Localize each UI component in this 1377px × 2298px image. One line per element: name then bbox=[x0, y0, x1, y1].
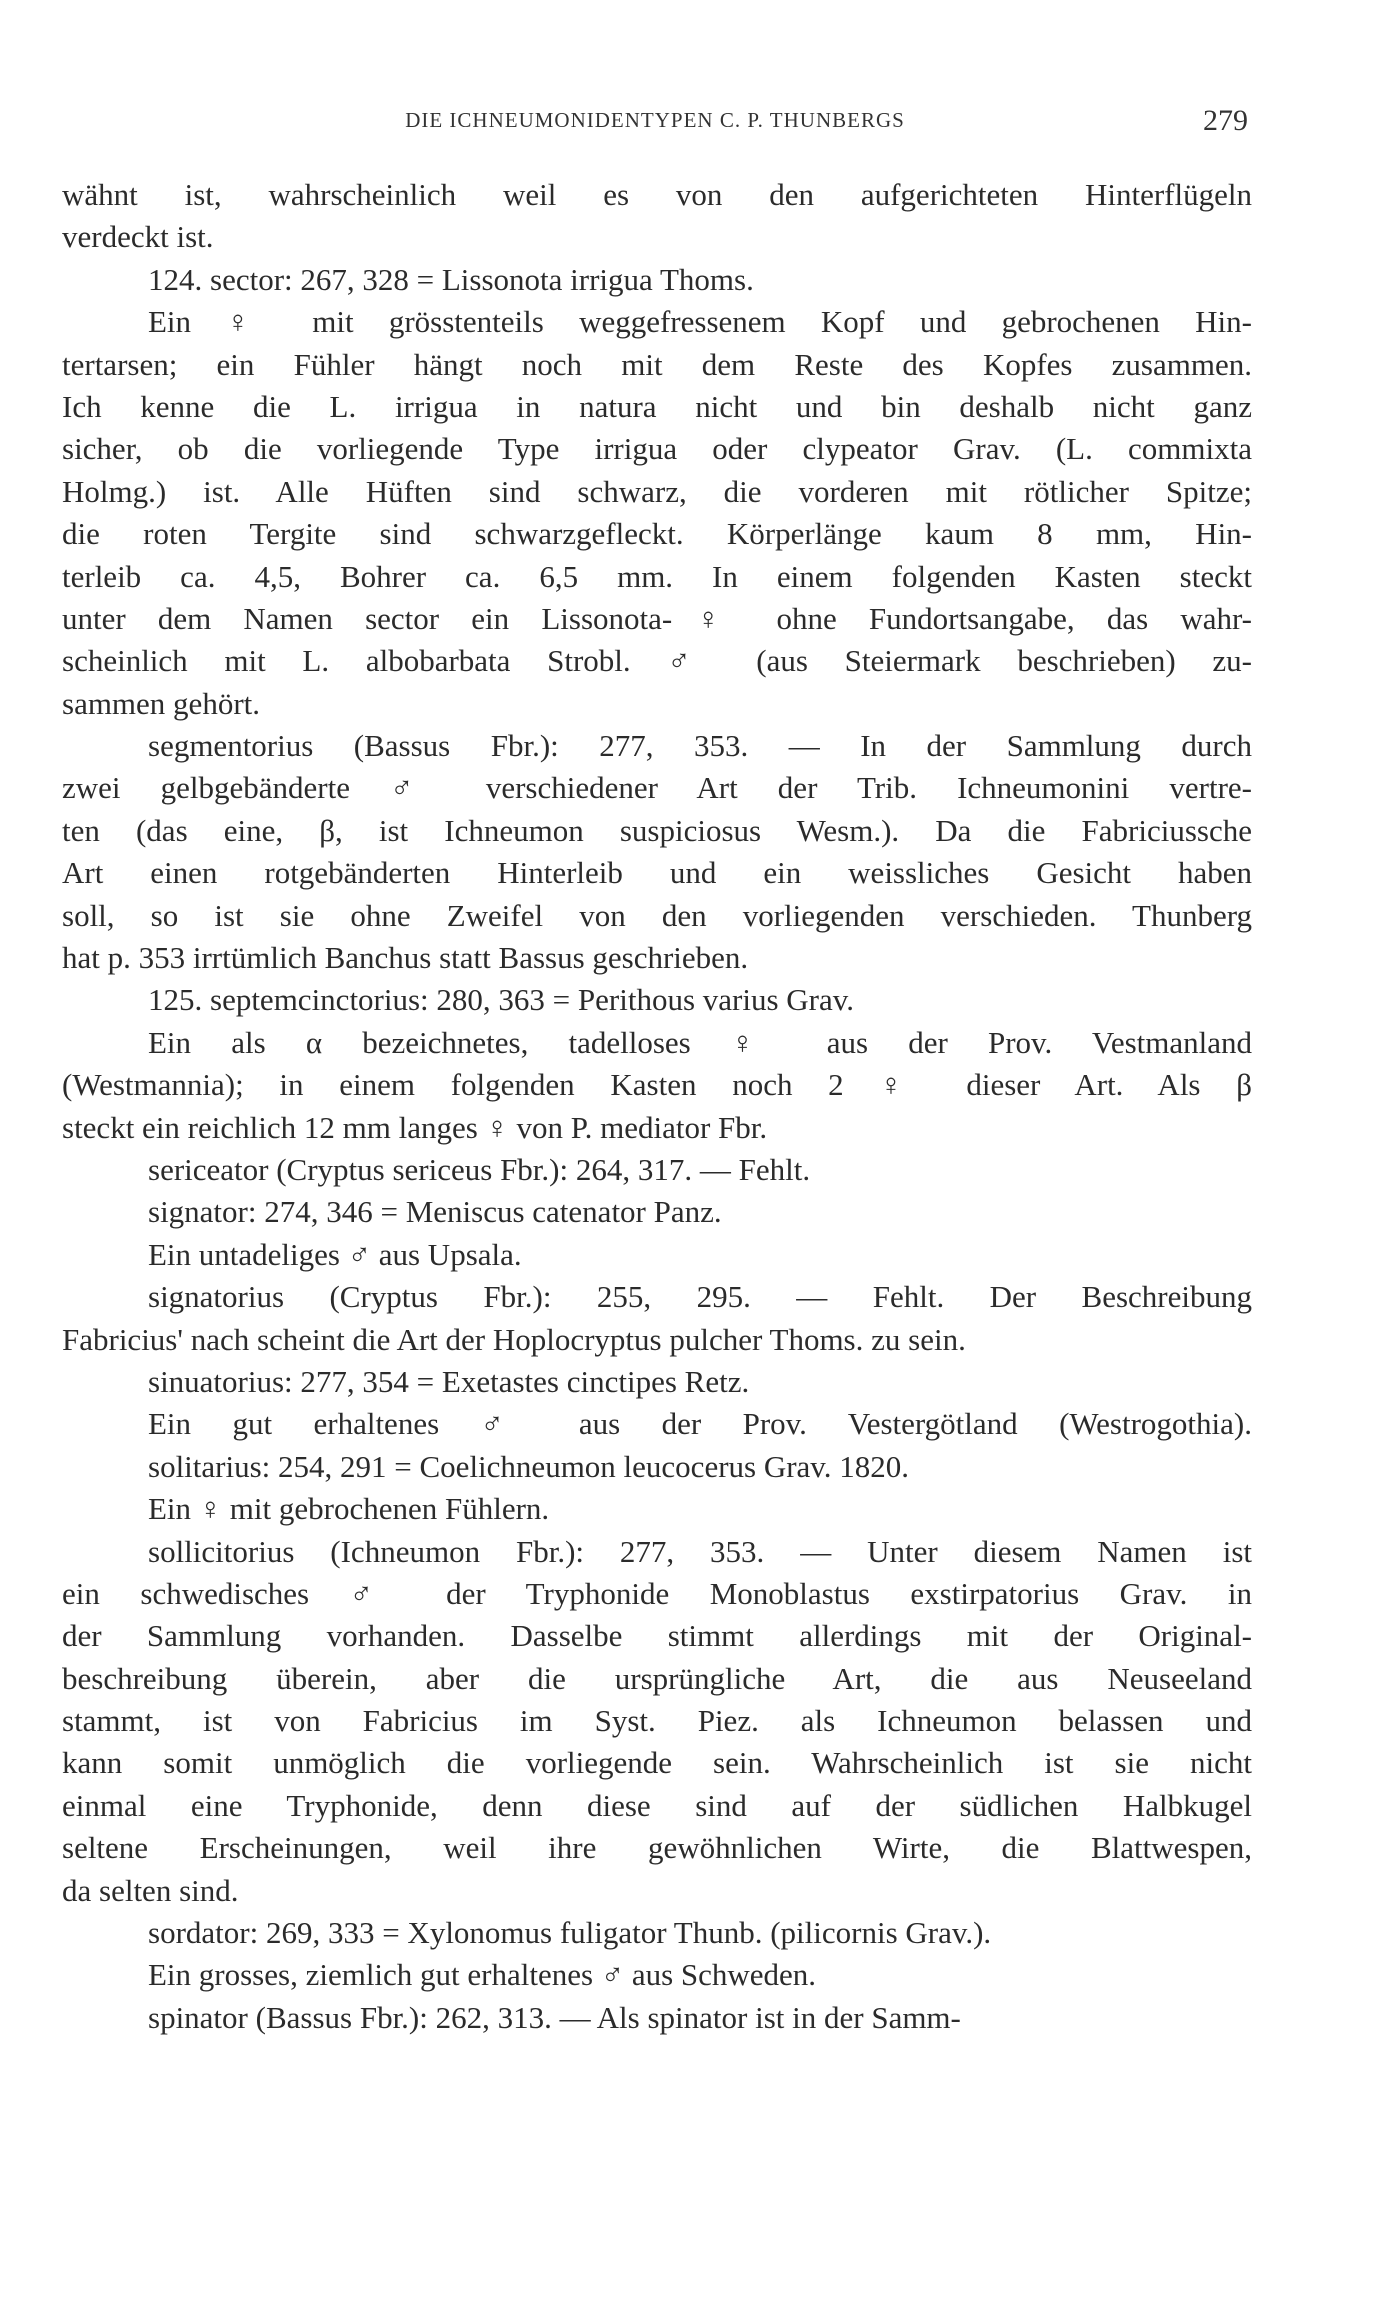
text-line: sordator: 269, 333 = Xylonomus fuligator Thunb. (pilicornis Grav.). bbox=[148, 1915, 992, 1951]
text-line: einmal eine Tryphonide, denn diese sind auf der südlichen Halbkugel bbox=[62, 1787, 1252, 1823]
text-line: der Sammlung vorhanden. Dasselbe stimmt allerdings mit der Original- bbox=[62, 1618, 1252, 1654]
text-line: 124. sector: 267, 328 = Lissonota irrigua Thoms. bbox=[148, 261, 754, 297]
text-line: steckt ein reichlich 12 mm langes ♀ von P. mediator Fbr. bbox=[62, 1109, 768, 1145]
text-line: unter dem Namen sector ein Lissonota-♀ ohne Fundortsangabe, das wahr- bbox=[62, 600, 1252, 636]
text-line: Ein ♀ mit gebrochenen Fühlern. bbox=[148, 1491, 550, 1527]
text-line: terleib ca. 4,5, Bohrer ca. 6,5 mm. In einem folgenden Kasten steckt bbox=[62, 558, 1252, 594]
text-line: Ein als α bezeichnetes, tadelloses ♀ aus der Prov. Vestmanland bbox=[148, 1024, 1252, 1060]
text-line: sericeator (Cryptus sericeus Fbr.): 264, 317. — Fehlt. bbox=[148, 1151, 811, 1187]
text-line: hat p. 353 irrtümlich Banchus statt Bassus geschrieben. bbox=[62, 940, 749, 976]
text-line: sollicitorius (Ichneumon Fbr.): 277, 353. — Unter diesem Namen ist bbox=[148, 1533, 1252, 1569]
text-line: zwei gelbgebänderte ♂ verschiedener Art der Trib. Ichneumonini vertre- bbox=[62, 770, 1252, 806]
text-line: segmentorius (Bassus Fbr.): 277, 353. — In der Sammlung durch bbox=[148, 728, 1252, 764]
text-line: da selten sind. bbox=[62, 1872, 239, 1908]
running-title: DIE ICHNEUMONIDENTYPEN C. P. THUNBERGS bbox=[405, 108, 905, 132]
text-line: die roten Tergite sind schwarzgefleckt. Körperlänge kaum 8 mm, Hin- bbox=[62, 516, 1252, 552]
text-line: ein schwedisches ♂ der Tryphonide Monoblastus exstirpatorius Grav. in bbox=[62, 1575, 1252, 1611]
text-line: signatorius (Cryptus Fbr.): 255, 295. — Fehlt. Der Beschreibung bbox=[148, 1279, 1252, 1315]
text-line: sinuatorius: 277, 354 = Exetastes cinctipes Retz. bbox=[148, 1363, 750, 1399]
text-line: Fabricius' nach scheint die Art der Hoplocryptus pulcher Thoms. zu sein. bbox=[62, 1321, 966, 1357]
text-line: Art einen rotgebänderten Hinterleib und ein weissliches Gesicht haben bbox=[62, 855, 1252, 891]
text-line: wähnt ist, wahrscheinlich weil es von den aufgerichteten Hinterflügeln bbox=[62, 177, 1252, 212]
text-line: stammt, ist von Fabricius im Syst. Piez. als Ichneumon belassen und bbox=[62, 1703, 1252, 1739]
page-number: 279 bbox=[1203, 104, 1248, 137]
text-line: 125. septemcinctorius: 280, 363 = Perithous varius Grav. bbox=[148, 982, 854, 1018]
text-line: tertarsen; ein Fühler hängt noch mit dem Reste des Kopfes zusammen. bbox=[62, 346, 1252, 382]
text-line: verdeckt ist. bbox=[62, 219, 214, 255]
text-line: Ein gut erhaltenes ♂ aus der Prov. Vestergötland (Westrogothia). bbox=[148, 1406, 1252, 1442]
text-line: Holmg.) ist. Alle Hüften sind schwarz, die vorderen mit rötlicher Spitze; bbox=[62, 473, 1252, 509]
text-line: beschreibung überein, aber die ursprüngliche Art, die aus Neuseeland bbox=[62, 1660, 1252, 1696]
text-line: solitarius: 254, 291 = Coelichneumon leucocerus Grav. 1820. bbox=[148, 1448, 910, 1484]
text-line: (Westmannia); in einem folgenden Kasten noch 2 ♀ dieser Art. Als β bbox=[62, 1067, 1252, 1103]
body-text bbox=[62, 174, 1252, 2039]
text-line: scheinlich mit L. albobarbata Strobl. ♂ (aus Steiermark beschrieben) zu- bbox=[62, 643, 1252, 679]
text-line: sammen gehört. bbox=[62, 685, 261, 721]
text-line: Ein ♀ mit grösstenteils weggefressenem Kopf und gebrochenen Hin- bbox=[148, 304, 1252, 340]
text-line: seltene Erscheinungen, weil ihre gewöhnlichen Wirte, die Blattwespen, bbox=[62, 1830, 1252, 1866]
running-head bbox=[62, 104, 1248, 144]
text-line: Ich kenne die L. irrigua in natura nicht und bin deshalb nicht ganz bbox=[62, 388, 1252, 424]
text-line: kann somit unmöglich die vorliegende sein. Wahrscheinlich ist sie nicht bbox=[62, 1745, 1252, 1781]
text-line: ten (das eine, β, ist Ichneumon suspiciosus Wesm.). Da die Fabriciussche bbox=[62, 812, 1252, 848]
text-line: signator: 274, 346 = Meniscus catenator Panz. bbox=[148, 1194, 722, 1230]
text-line: Ein grosses, ziemlich gut erhaltenes ♂ aus Schweden. bbox=[148, 1957, 817, 1993]
text-line: Ein untadeliges ♂ aus Upsala. bbox=[148, 1236, 522, 1272]
text-line: spinator (Bassus Fbr.): 262, 313. — Als spinator ist in der Samm- bbox=[148, 1999, 961, 2035]
text-line: sicher, ob die vorliegende Type irrigua oder clypeator Grav. (L. commixta bbox=[62, 431, 1252, 467]
text-line: soll, so ist sie ohne Zweifel von den vorliegenden verschieden. Thunberg bbox=[62, 897, 1252, 933]
